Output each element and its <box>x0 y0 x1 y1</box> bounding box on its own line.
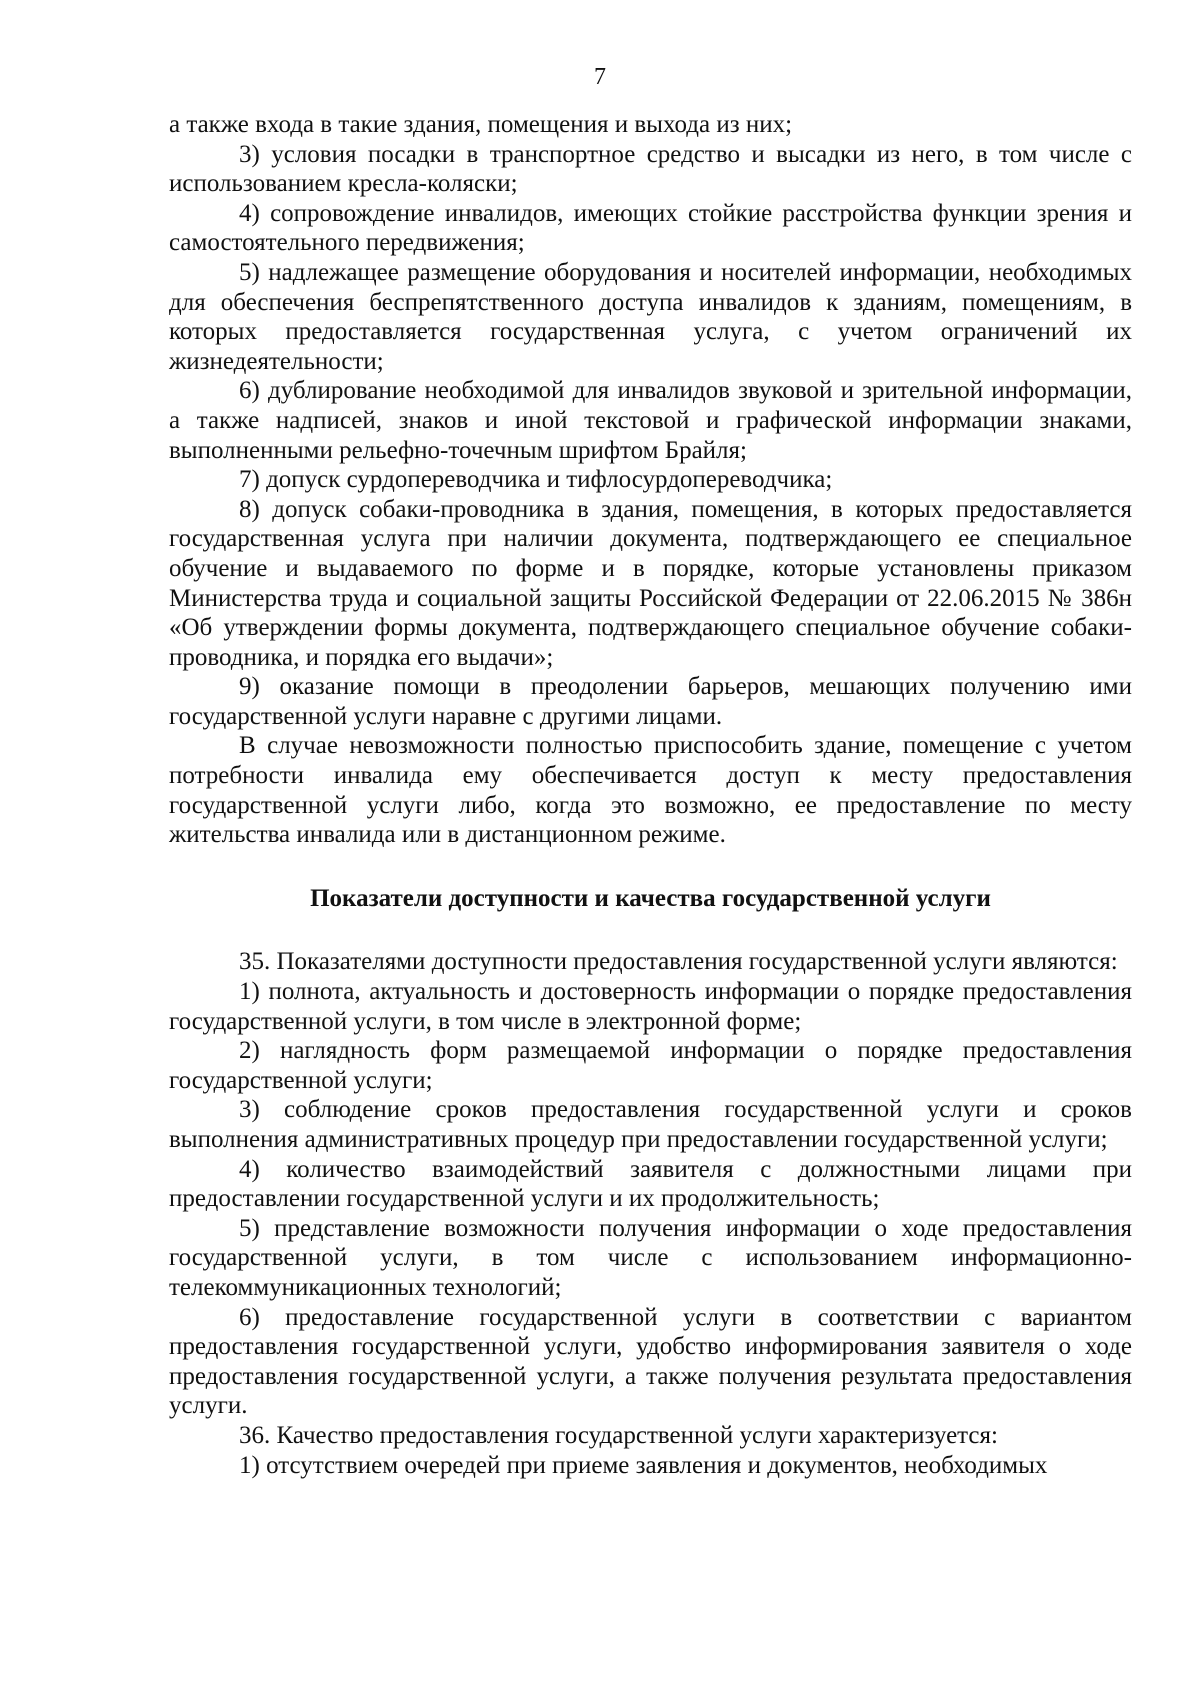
paragraph: 9) оказание помощи в преодолении барьеров, мешающих получению ими государственной услуги наравне с другими лицами. <box>169 673 1132 730</box>
paragraph: 6) предоставление государственной услуги в соответствии с вариантом предоставления государственной услуги, удобство информирования заявителя о ходе предоставления государственной услуги, а также получения результата предоставления услуги. <box>169 1303 1132 1420</box>
paragraph: 4) сопровождение инвалидов, имеющих стойкие расстройства функции зрения и самостоятельного передвижения; <box>169 199 1132 257</box>
paragraph: 2) наглядность форм размещаемой информации о порядке предоставления государственной услуги; <box>169 1037 1132 1094</box>
paragraph: 4) количество взаимодействий заявителя с должностными лицами при предоставлении государственной услуги и их продолжительность; <box>169 1155 1132 1213</box>
paragraph: 6) дублирование необходимой для инвалидов звуковой и зрительной информации, а также надписей, знаков и иной текстовой и графической информации знаками, выполненными рельефно-точечным шрифтом Брайля; <box>169 377 1132 464</box>
paragraph: 3) соблюдение сроков предоставления государственной услуги и сроков выполнения административных процедур при предоставлении государственной услуги; <box>169 1096 1132 1153</box>
paragraph: а также входа в такие здания, помещения и выхода из них; <box>169 111 793 138</box>
paragraph: 5) представление возможности получения информации о ходе предоставления государственной услуги, в том числе с использованием информационно-телекоммуникационных технологий; <box>169 1214 1132 1301</box>
paragraph: 8) допуск собаки-проводника в здания, помещения, в которых предоставляется государственная услуга при наличии документа, подтверждающего ее специальное обучение и выдаваемого по форме и в порядке, которые установлены приказом Министерства труда и социальной защиты Российской Федерации от 22.06.2015 № 386н «Об утверждении формы документа, подтверждающего специальное обучение собаки-проводника, и порядка его выдачи»; <box>169 495 1132 671</box>
paragraph: 5) надлежащее размещение оборудования и носителей информации, необходимых для обеспечения беспрепятственного доступа инвалидов к зданиям, помещениям, в которых предоставляется государственная услуга, с учетом ограничений их жизнедеятельности; <box>169 258 1132 375</box>
paragraph: 36. Качество предоставления государственной услуги характеризуется: <box>239 1421 998 1449</box>
paragraph: 3) условия посадки в транспортное средство и высадки из него, в том числе с использованием кресла-коляски; <box>169 140 1132 198</box>
paragraph: 35. Показателями доступности предоставления государственной услуги являются: <box>239 948 1118 976</box>
top-paragraphs <box>169 110 1132 850</box>
paragraph: 7) допуск сурдопереводчика и тифлосурдопереводчика; <box>239 466 833 494</box>
section-heading: Показатели доступности и качества государственной услуги <box>310 884 991 912</box>
paragraph: 1) отсутствием очередей при приеме заявления и документов, необходимых <box>239 1451 1048 1479</box>
paragraph: В случае невозможности полностью приспособить здание, помещение с учетом потребности инвалида ему обеспечивается доступ к месту предоставления государственной услуги либо, когда это возможно, ее предоставление по месту жительства инвалида или в дистанционном режиме. <box>169 732 1132 849</box>
bottom-paragraphs <box>169 947 1132 1480</box>
document-body <box>169 110 1132 1480</box>
page-number: 7 <box>594 64 606 90</box>
paragraph: 1) полнота, актуальность и достоверность информации о порядке предоставления государственной услуги, в том числе в электронной форме; <box>169 978 1132 1035</box>
